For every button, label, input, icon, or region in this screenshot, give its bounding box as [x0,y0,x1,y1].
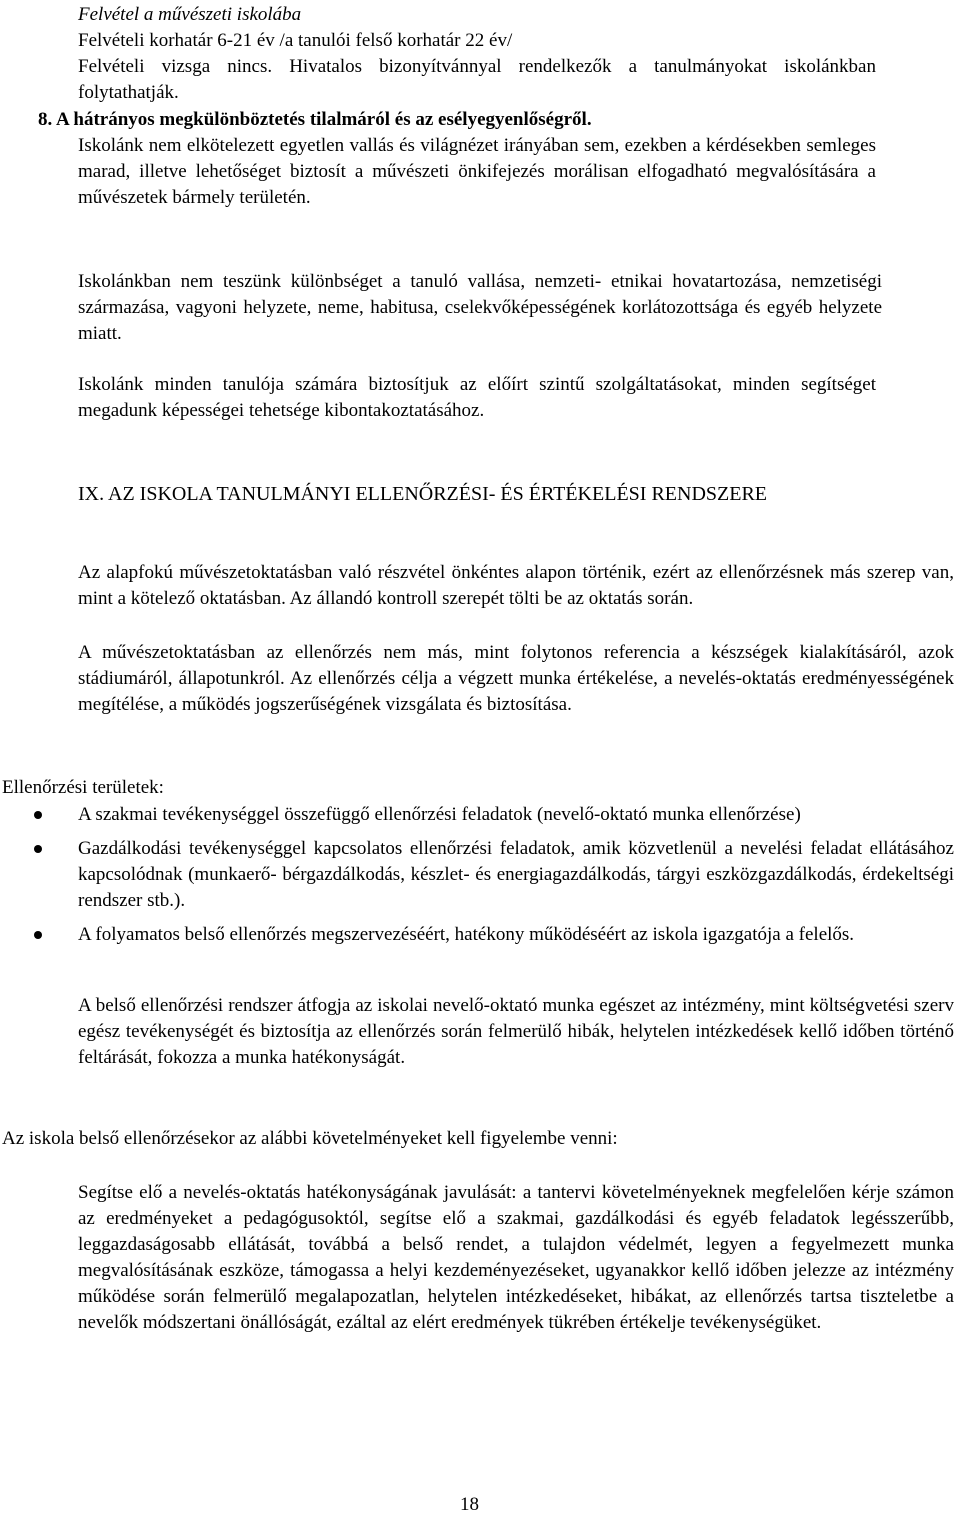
page-number: 18 [460,1494,479,1515]
admission-title: Felvétel a művészeti iskolába [78,4,302,25]
section-ix-purpose: A művészetoktatásban az ellenőrzés nem más, mint folytonos referencia a készségek kialakításáról, azok stádiumáról, állapotunkról. Az ellenőrzés célja a végzett munka értékelése, a nevelés-oktatás eredményességének megítélése, a működés jogszerűségének vizsgálata és biztosítása. [78,642,954,715]
control-area-item [78,836,954,914]
section-8-paragraph-nondiscrimination: Iskolánkban nem teszünk különbséget a tanuló vallása, nemzeti- etnikai hovatartozása, nemzetiségi származása, vagyoni helyzete, neme, habitusa, cselekvőképességének korlátozottsága és egyéb helyzete miatt. [78,271,882,344]
control-areas-list [78,802,954,948]
section-ix-heading: IX. AZ ISKOLA TANULMÁNYI ELLENŐRZÉSI- ÉS ÉRTÉKELÉSI RENDSZERE [78,483,767,505]
control-area-item [78,922,954,948]
control-area-text: A szakmai tevékenységgel összefüggő ellenőrzési feladatok (nevelő-oktató munka ellenőrzése) [78,804,801,825]
admission-exam-note: Felvételi vizsga nincs. Hivatalos bizonyítvánnyal rendelkezők a tanulmányokat iskolánkban folytathatják. [78,56,876,103]
bullet-icon [34,931,42,939]
requirements-body: Segítse elő a nevelés-oktatás hatékonyságának javulását: a tantervi követelményeknek megfelelően kérje számon az eredményeket a pedagógusoktól, segítse elő a szakmai, gazdálkodási és egyéb feladatok legésszerűbb, leggazdaságosabb ellátását, továbbá a belső rendet, a tulajdon védelmét, legyen a fegyelmezett munka megvalósításának eszköze, támogassa a helyi kezdeményezéseket, ugyanakkor kellő időben jelezze az intézmény működése során felmerülő megalapozatlan, helytelen intézkedéseket, hibákat, az ellenőrzés tartsa tiszteletbe a nevelők módszertani önállóságát, ezáltal az elért eredmények tükrében értékelje tevékenységüket. [78,1182,954,1333]
section-8-paragraph-services: Iskolánk minden tanulója számára biztosítjuk az előírt szintű szolgáltatásokat, minden segítséget megadunk képességei tehetsége kibontakoztatásához. [78,374,876,421]
admission-section [78,2,880,106]
requirements-intro: Az iskola belső ellenőrzésekor az alábbi követelményeket kell figyelembe venni: [2,1128,618,1149]
control-area-text: A folyamatos belső ellenőrzés megszervezéséért, hatékony működéséért az iskola igazgatója a felelős. [78,924,855,945]
bullet-icon [34,845,42,853]
section-8-paragraph-religion: Iskolánk nem elkötelezett egyetlen vallás és világnézet irányában sem, ezekben a kérdésekben semleges marad, illetve lehetőséget biztosít a művészeti önkifejezés morálisan elfogadható megvalósítására a művészetek bármely területén. [78,135,876,208]
control-areas-label: Ellenőrzési területek: [2,777,164,798]
section-8-heading: 8. A hátrányos megkülönböztetés tilalmáról és az esélyegyenlőségről. [38,109,592,130]
section-ix-intro: Az alapfokú művészetoktatásban való részvétel önkéntes alapon történik, ezért az ellenőrzésnek más szerep van, mint a kötelező oktatásban. Az állandó kontroll szerepét tölti be az oktatás során. [78,562,954,609]
bullet-icon [34,811,42,819]
control-area-text: Gazdálkodási tevékenységgel kapcsolatos ellenőrzési feladatok, amik közvetlenül a nevelési feladat ellátásához kapcsolódnak (munkaerő- bérgazdálkodás, készlet- és energiagazdálkodás, tárgyi eszközgazdálkodás, érdekeltségi rendszer stb.). [78,838,954,911]
control-area-item [78,802,954,828]
internal-control-description: A belső ellenőrzési rendszer átfogja az iskolai nevelő-oktató munka egészet az intézmény, mint költségvetési szerv egész tevékenységét és biztosítja az ellenőrzés során felmerülő hibák, helytelen intézkedések kellő időben történő feltárását, fokozza a munka hatékonyságát. [78,995,954,1068]
admission-age-limit: Felvételi korhatár 6-21 év /a tanulói felső korhatár 22 év/ [78,30,513,51]
